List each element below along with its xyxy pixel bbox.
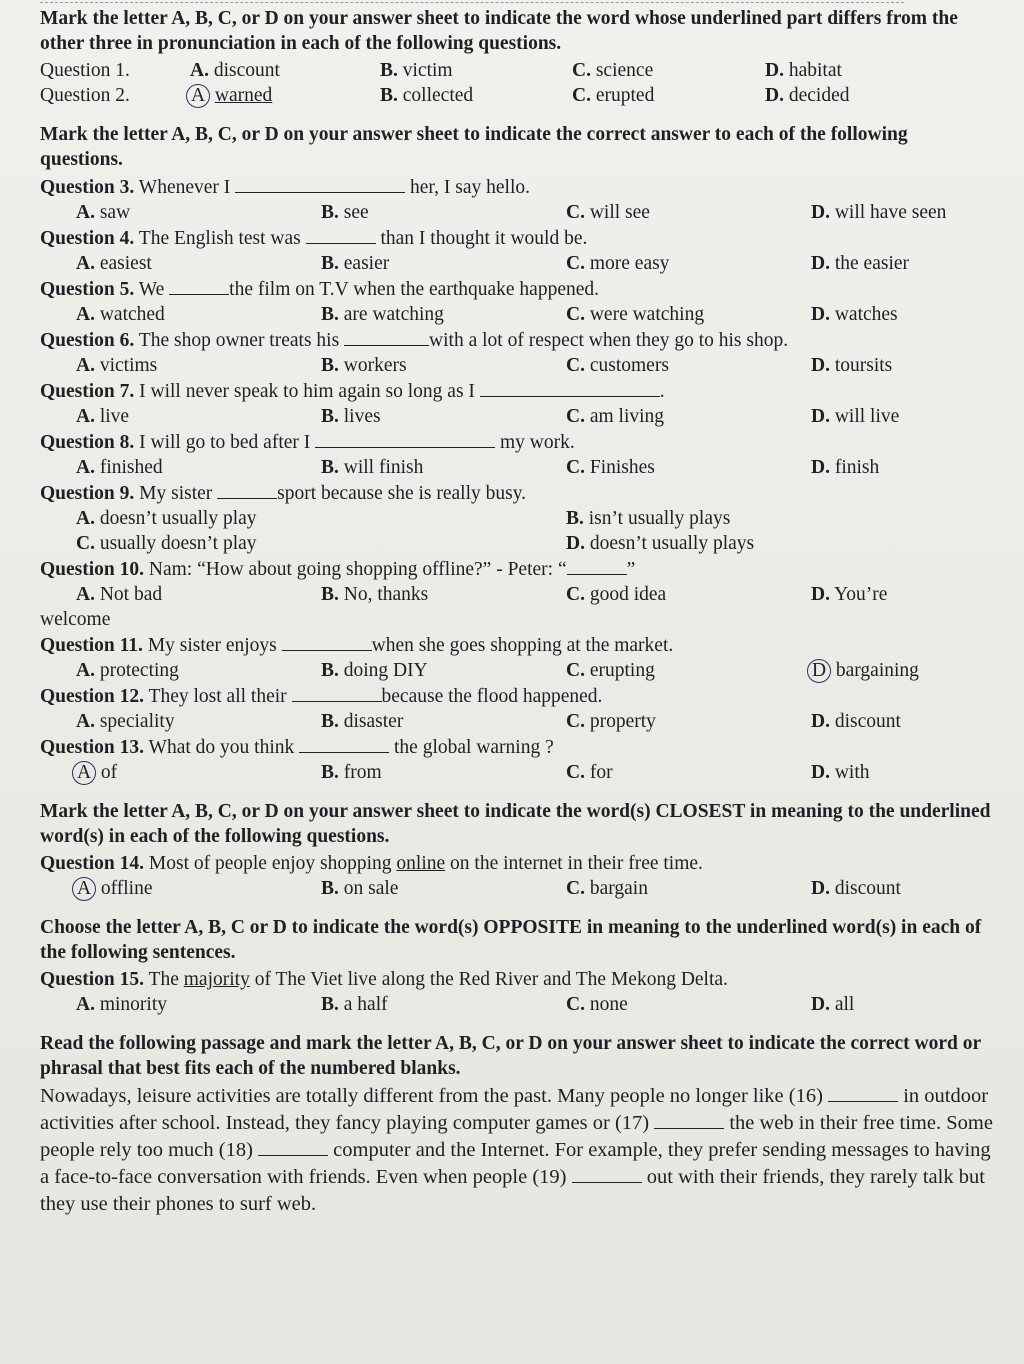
question-8: Question 8. I will go to bed after I my work. [40,429,994,455]
q15-option-b: B. a half [321,994,388,1015]
q2-option-d: D. decided [765,85,850,106]
question-1 [40,58,994,83]
question-13: Question 13. What do you think the global warning ? [40,734,994,760]
q1-option-b: B. victim [380,60,453,81]
q5-option-a: A. watched [76,304,165,325]
blank-18 [258,1137,328,1156]
q14-option-b: B. on sale [321,878,399,899]
q13-option-b: B. from [321,762,382,783]
q15-option-a: A. minority [76,994,168,1015]
q11-option-b: B. doing DIY [321,660,428,681]
q6-option-b: B. workers [321,355,407,376]
q5-option-b: B. are watching [321,304,444,325]
q11-option-a: A. protecting [76,660,179,681]
q10-options [40,582,994,607]
q3-option-c: C. will see [566,202,650,223]
q4-option-c: C. more easy [566,253,670,274]
question-14: Question 14. Most of people enjoy shopping online on the internet in their free time. [40,853,703,874]
q13-option-c: C. for [566,762,613,783]
blank-19 [572,1164,642,1183]
q8-option-c: C. Finishes [566,457,655,478]
q3-options [40,200,994,225]
q12-options [40,709,994,734]
question-6: Question 6. The shop owner treats his with a lot of respect when they go to his shop. [40,327,994,353]
answer-blank [344,327,429,346]
question-10: Question 10. Nam: “How about going shopping offline?” - Peter: “ ” [40,556,994,582]
answer-blank [306,225,376,244]
q5-option-d: D. watches [811,304,898,325]
question-15: Question 15. The majority of The Viet live along the Red River and The Mekong Delta. [40,969,728,990]
q14-options [40,876,994,901]
q8-option-d: D. finish [811,457,880,478]
section3-instruction: Mark the letter A, B, C, or D on your answer sheet to indicate the word(s) CLOSEST in meaning to the underlined word(s) in each of the following questions. [40,801,991,847]
q10-option-b: B. No, thanks [321,584,429,605]
q13-option-a: A of [76,760,321,785]
question-9: Question 9. My sister sport because she is really busy. [40,480,994,506]
answer-blank [235,174,405,193]
answer-blank [292,683,382,702]
answer-blank [169,276,229,295]
blank-16 [828,1083,898,1102]
q10-option-c: C. good idea [566,584,667,605]
q9-options [40,506,994,556]
circled-answer-mark: A [72,877,96,901]
q15-option-c: C. none [566,994,628,1015]
q3-option-d: D. will have seen [811,202,947,223]
q3-option-a: A. saw [76,202,131,223]
q4-option-d: D. the easier [811,253,910,274]
answer-blank [567,556,627,575]
q10-option-a: A. Not bad [76,584,163,605]
answer-blank [299,734,389,753]
answer-blank [217,480,277,499]
q11-option-d: D bargaining [811,658,994,683]
q2-option-b: B. collected [380,85,474,106]
question-5: Question 5. We the film on T.V when the earthquake happened. [40,276,994,302]
q10-option-d-wrap: welcome [40,609,111,630]
q7-options [40,404,994,429]
q8-option-a: A. finished [76,457,163,478]
q12-option-d: D. discount [811,711,901,732]
circled-answer-mark: D [807,659,831,683]
question-4: Question 4. The English test was than I thought it would be. [40,225,994,251]
q7-option-d: D. will live [811,406,900,427]
question-12: Question 12. They lost all their because the flood happened. [40,683,994,709]
blank-17 [654,1110,724,1129]
q6-option-c: C. customers [566,355,669,376]
q13-option-d: D. with [811,762,870,783]
circled-answer-mark: A [186,84,210,108]
q14-option-c: C. bargain [566,878,648,899]
q11-options [40,658,994,683]
section5-instruction: Read the following passage and mark the letter A, B, C, or D on your answer sheet to indicate the correct word or phrasal that best fits each of the numbered blanks. [40,1033,981,1079]
q14-option-a: A offline [76,876,321,901]
q12-option-a: A. speciality [76,711,175,732]
q9-option-b: B. isn’t usually plays [566,508,731,529]
question-7: Question 7. I will never speak to him again so long as I . [40,378,994,404]
q9-option-a: A. doesn’t usually play [76,508,257,529]
q9-option-c: C. usually doesn’t play [76,533,257,554]
question-3: Question 3. Whenever I her, I say hello. [40,174,994,200]
q6-options [40,353,994,378]
q4-option-a: A. easiest [76,253,152,274]
q4-options [40,251,994,276]
answer-blank [480,378,660,397]
answer-blank [315,429,495,448]
q15-options [40,992,994,1017]
q14-option-d: D. discount [811,878,901,899]
q10-option-d: D. You’re [811,584,888,605]
q7-option-a: A. live [76,406,130,427]
section2-instruction: Mark the letter A, B, C, or D on your answer sheet to indicate the correct answer to each of the following questions. [40,124,908,170]
q2-option-a: A warned [190,83,380,108]
q8-options [40,455,994,480]
q12-option-c: C. property [566,711,656,732]
section4-instruction: Choose the letter A, B, C or D to indicate the word(s) OPPOSITE in meaning to the underlined word(s) in each of the following sentences. [40,917,982,963]
question-1-label: Question 1. [40,60,130,81]
circled-answer-mark: A [72,761,96,785]
q13-options [40,760,994,785]
q3-option-b: B. see [321,202,369,223]
q1-option-a: A. discount [190,60,280,81]
q8-option-b: B. will finish [321,457,424,478]
q5-options [40,302,994,327]
answer-blank [282,632,372,651]
q1-option-d: D. habitat [765,60,842,81]
question-2 [40,83,994,108]
q4-option-b: B. easier [321,253,390,274]
q12-option-b: B. disaster [321,711,404,732]
q7-option-b: B. lives [321,406,381,427]
q6-option-a: A. victims [76,355,158,376]
section1-instruction: Mark the letter A, B, C, or D on your answer sheet to indicate the word whose underlined part differs from the other three in pronunciation in each of the following questions. [40,8,958,54]
q1-option-c: C. science [572,60,654,81]
question-2-label: Question 2. [40,85,130,106]
q6-option-d: D. toursits [811,355,893,376]
q5-option-c: C. were watching [566,304,705,325]
question-11: Question 11. My sister enjoys when she goes shopping at the market. [40,632,994,658]
q9-option-d: D. doesn’t usually plays [566,533,755,554]
top-dashed-line [40,2,904,3]
q2-option-c: C. erupted [572,85,655,106]
reading-passage: Nowadays, leisure activities are totally different from the past. Many people no longer like (16) in outdoor activities after school. Instead, they fancy playing computer games or (17) the web in their free time. Some people rely too much (18) computer and the Internet. For example, they prefer sending messages to having a face-to-face conversation with friends. Even when people (19) out with their friends, they rarely talk but they use their phones to surf web. [40,1085,993,1215]
q7-option-c: C. am living [566,406,665,427]
q15-option-d: D. all [811,994,855,1015]
q11-option-c: C. erupting [566,660,655,681]
